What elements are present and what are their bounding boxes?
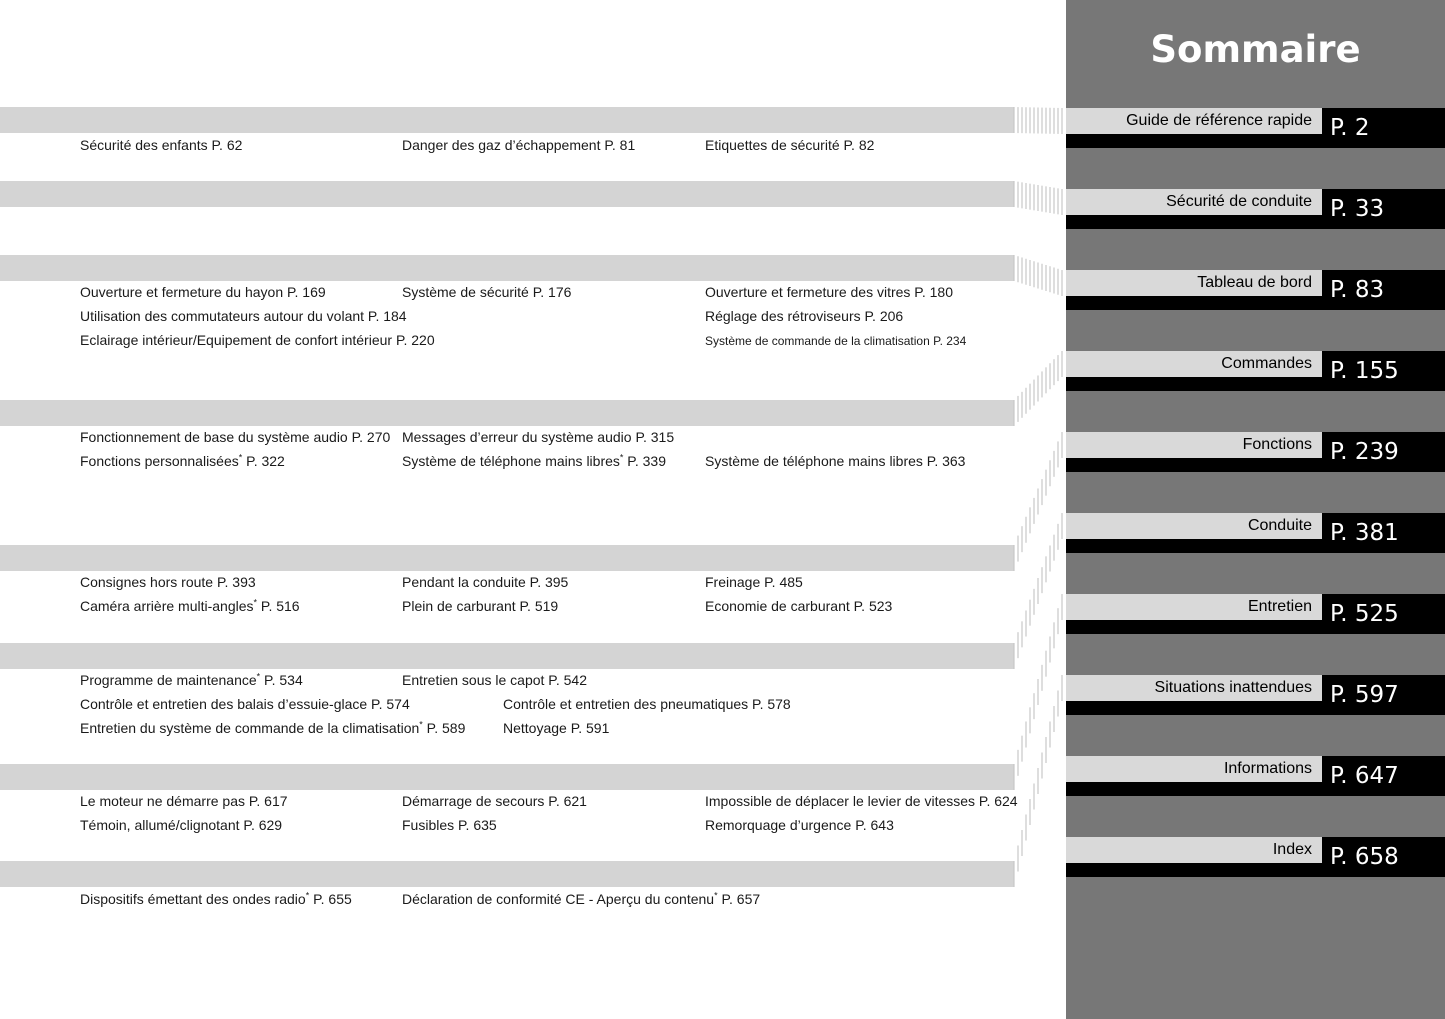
entry-commutateurs-volant[interactable]: Utilisation des commutateurs autour du volant P. 184 [80,308,407,324]
entry-fusibles[interactable]: Fusibles P. 635 [402,817,497,833]
entry-camera-arriere[interactable]: Caméra arrière multi-angles* P. 516 [80,597,300,614]
entry-nettoyage[interactable]: Nettoyage P. 591 [503,720,610,736]
entry-moteur-demarre-pas[interactable]: Le moteur ne démarre pas P. 617 [80,793,288,809]
entry-balais-essuie-glace[interactable]: Contrôle et entretien des balais d’essuie-glace P. 574 [80,696,410,712]
entry-systeme-securite[interactable]: Système de sécurité P. 176 [402,284,572,300]
entry-eclairage-interieur[interactable]: Eclairage intérieur/Equipement de confort intérieur P. 220 [80,332,435,348]
band-connectors [1010,100,1066,900]
entry-declaration-conformite[interactable]: Déclaration de conformité CE - Aperçu du contenu* P. 657 [402,890,761,907]
entry-danger-gaz[interactable]: Danger des gaz d’échappement P. 81 [402,137,636,153]
tab-label: Index [1066,837,1322,863]
tab-securite-conduite[interactable] [1066,189,1445,229]
entry-retroviseurs[interactable]: Réglage des rétroviseurs P. 206 [705,308,904,324]
tab-situations-inattendues[interactable] [1066,675,1445,715]
entry-pendant-conduite[interactable]: Pendant la conduite P. 395 [402,574,569,590]
section-band-6 [0,643,1014,669]
entry-pneumatiques[interactable]: Contrôle et entretien des pneumatiques P. 578 [503,696,791,712]
tab-page-number: P. 658 [1322,837,1445,877]
tab-label: Conduite [1066,513,1322,539]
section-band-8 [0,861,1014,887]
entry-securite-enfants[interactable]: Sécurité des enfants P. 62 [80,137,243,153]
tab-tableau-de-bord[interactable] [1066,270,1445,310]
entry-hors-route[interactable]: Consignes hors route P. 393 [80,574,256,590]
tab-conduite[interactable] [1066,513,1445,553]
tab-label: Guide de référence rapide [1066,108,1322,134]
entry-demarrage-secours[interactable]: Démarrage de secours P. 621 [402,793,587,809]
entry-hayon[interactable]: Ouverture et fermeture du hayon P. 169 [80,284,326,300]
entry-climatisation-commande[interactable]: Système de commande de la climatisation P. 234 [705,334,967,348]
tab-label: Fonctions [1066,432,1322,458]
tab-page-number: P. 525 [1322,594,1445,634]
tab-label: Entretien [1066,594,1322,620]
tab-page-number: P. 33 [1322,189,1445,229]
entry-audio-base[interactable]: Fonctionnement de base du système audio P. 270 [80,429,391,445]
entry-temoin-allume[interactable]: Témoin, allumé/clignotant P. 629 [80,817,283,833]
entry-freinage[interactable]: Freinage P. 485 [705,574,803,590]
tab-label: Situations inattendues [1066,675,1322,701]
tab-fonctions[interactable] [1066,432,1445,472]
section-band-4 [0,400,1014,426]
tab-page-number: P. 2 [1322,108,1445,148]
entry-economie-carburant[interactable]: Economie de carburant P. 523 [705,598,893,614]
section-band-7 [0,764,1014,790]
tab-label: Informations [1066,756,1322,782]
entry-etiquettes-securite[interactable]: Etiquettes de sécurité P. 82 [705,137,875,153]
entry-programme-maintenance[interactable]: Programme de maintenance* P. 534 [80,671,303,688]
entry-plein-carburant[interactable]: Plein de carburant P. 519 [402,598,559,614]
section-band-1 [0,107,1014,133]
tab-page-number: P. 647 [1322,756,1445,796]
section-band-5 [0,545,1014,571]
entry-ondes-radio[interactable]: Dispositifs émettant des ondes radio* P. 655 [80,890,352,907]
tab-label: Tableau de bord [1066,270,1322,296]
tab-label: Commandes [1066,351,1322,377]
tab-informations[interactable] [1066,756,1445,796]
entry-telephone-mains-libres-2[interactable]: Système de téléphone mains libres P. 363 [705,453,966,469]
tab-page-number: P. 155 [1322,351,1445,391]
tab-index[interactable] [1066,837,1445,877]
entry-vitres[interactable]: Ouverture et fermeture des vitres P. 180 [705,284,953,300]
entry-remorquage-urgence[interactable]: Remorquage d’urgence P. 643 [705,817,894,833]
tab-page-number: P. 597 [1322,675,1445,715]
tab-page-number: P. 239 [1322,432,1445,472]
tab-page-number: P. 381 [1322,513,1445,553]
entry-levier-vitesses[interactable]: Impossible de déplacer le levier de vitesses P. 624 [705,793,1018,809]
tab-page-number: P. 83 [1322,270,1445,310]
section-band-2 [0,181,1014,207]
tab-commandes[interactable] [1066,351,1445,391]
entry-fonctions-personnalisees[interactable]: Fonctions personnalisées* P. 322 [80,452,285,469]
section-band-3 [0,255,1014,281]
tab-label: Sécurité de conduite [1066,189,1322,215]
tab-guide-reference-rapide[interactable] [1066,108,1445,148]
entry-telephone-mains-libres-1[interactable]: Système de téléphone mains libres* P. 339 [402,452,666,469]
tab-entretien[interactable] [1066,594,1445,634]
entry-sous-capot[interactable]: Entretien sous le capot P. 542 [402,672,587,688]
entry-audio-erreurs[interactable]: Messages d’erreur du système audio P. 315 [402,429,675,445]
sommaire-title: Sommaire [1150,28,1361,71]
entry-entretien-climatisation[interactable]: Entretien du système de commande de la climatisation* P. 589 [80,719,466,736]
